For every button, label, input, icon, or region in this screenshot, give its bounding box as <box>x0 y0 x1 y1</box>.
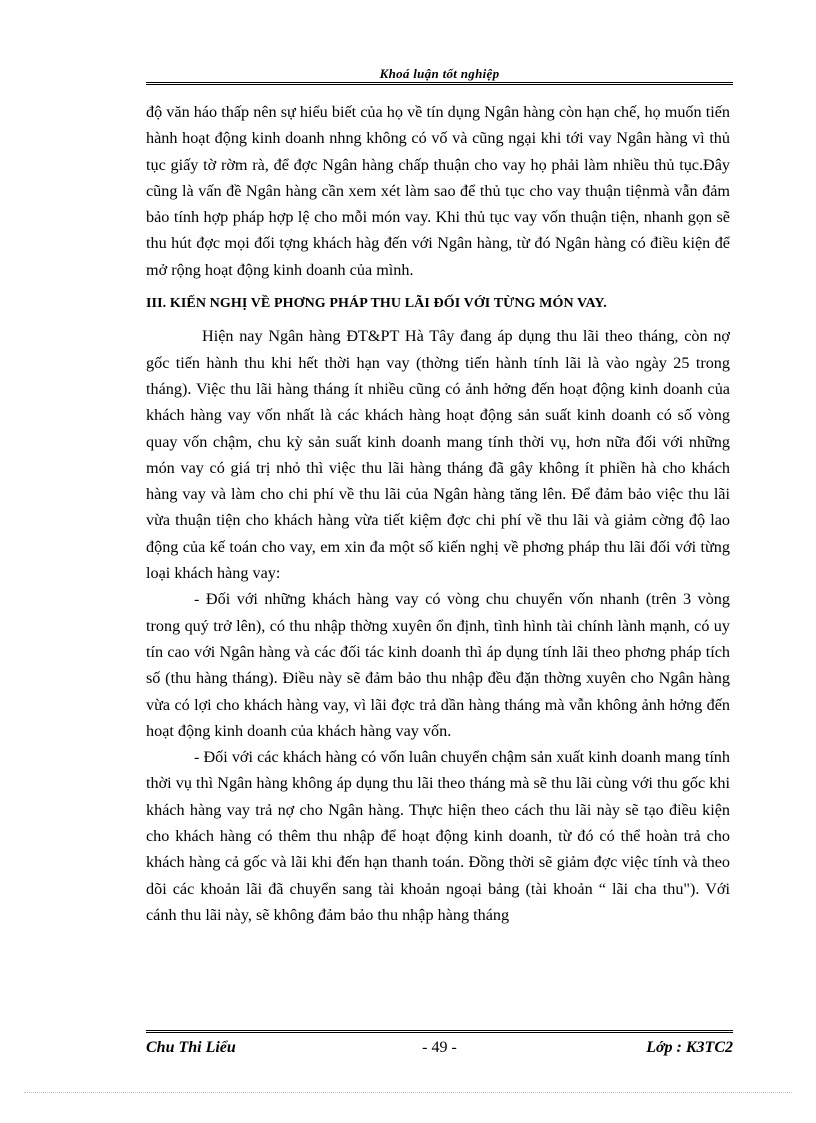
footer-divider <box>146 1030 733 1033</box>
footer-author: Chu Thi Liểu <box>146 1039 236 1056</box>
list-paragraph: - Đối với những khách hàng vay có vòng chu chuyển vốn nhanh (trên 3 vòng trong quý trở lên), có thu nhập thờng xuyên ổn định, tình hình tài chính lành mạnh, có uy tín cao với Ngân hàng và các đối tác kinh doanh thì áp dụng tính lãi theo phơng pháp tích số (thu hàng tháng). Điều này sẽ đảm bảo thu nhập đều đặn thờng xuyên cho Ngân hàng vừa có lợi cho khách hàng vay, vì lãi đợc trả dần hàng tháng mà vẫn không ảnh hởng đến hoạt động kinh doanh của khách hàng vay vốn. <box>146 590 730 740</box>
list-paragraph: - Đối với các khách hàng có vốn luân chuyển chậm sản xuất kinh doanh mang tính thời vụ thì Ngân hàng không áp dụng thu lãi theo tháng mà sẽ thu lãi cùng với thu gốc khi khách hàng vay trả nợ cho Ngân hàng. Thực hiện theo cách thu lãi này sẽ tạo điều kiện cho khách hàng có thêm thu nhập để hoạt động kinh doanh, từ đó có thể hoàn trả cho khách hàng cả gốc và lãi khi đến hạn thanh toán. Đồng thời sẽ giảm đợc việc tính và theo dõi các khoản lãi đã chuyển sang tài khoản ngoại bảng (tài khoản “ lãi cha thu"). Với cánh thu lãi này, sẽ không đảm bảo thu nhập hàng tháng <box>146 748 730 924</box>
section-heading: III. KIẾN NGHỊ VỀ PHƠNG PHÁP THU LÃI ĐỐI VỚI TỪNG MÓN VAY. <box>146 296 607 312</box>
footer-class-label: Lớp : K3TC2 <box>646 1039 733 1056</box>
header-divider <box>146 82 733 85</box>
page-footer <box>146 1039 733 1061</box>
page-header-title: Khoá luận tốt nghiệp <box>379 66 500 81</box>
body-paragraph: Hiện nay Ngân hàng ĐT&PT Hà Tây đang áp dụng thu lãi theo tháng, còn nợ gốc tiến hành thu khi hết thời hạn vay (thờng tiến hành tính lãi là vào ngày 25 trong tháng). Việc thu lãi hàng tháng ít nhiều cũng có ảnh hởng đến hoạt động kinh doanh của khách hàng vay vốn nhất là các khách hàng hoạt động sản suất kinh doanh có số vòng quay vốn chậm, chu kỳ sản suất kinh doanh mang tính thời vụ, hơn nữa đối với những món vay có giá trị nhỏ thì việc thu lãi hàng tháng đã gây không ít phiền hà cho khách hàng vay và làm cho chi phí về thu lãi của Ngân hàng tăng lên. Để đảm bảo việc thu lãi vừa thuận tiện cho khách hàng vừa tiết kiệm đợc chi phí về thu lãi và giảm cờng độ lao động của kế toán cho vay, em xin đa một số kiến nghị về phơng pháp thu lãi đối với từng loại khách hàng vay: <box>146 327 730 583</box>
body-paragraph: độ văn háo thấp nên sự hiểu biết của họ về tín dụng Ngân hàng còn hạn chế, họ muốn tiến hành hoạt động kinh doanh nhng không có vố và cũng ngại khi tới vay Ngân hàng vì thủ tục giấy tờ rờm rà, để đợc Ngân hàng chấp thuận cho vay họ phải làm nhiều thủ tục.Đây cũng là vấn đề Ngân hàng cần xem xét làm sao để thủ tục cho vay thuận tiệnmà vẫn đảm bảo tính hợp pháp hợp lệ cho mỗi món vay. Khi thủ tục vay vốn thuận tiện, nhanh gọn sẽ thu hút đợc mọi đối tợng khách hàg đến với Ngân hàng, từ đó Ngân hàng có điều kiện để mở rộng hoạt động kinh doanh của mình. <box>146 103 730 279</box>
document-body <box>146 99 730 928</box>
footer-page-number: - 49 - <box>422 1039 457 1056</box>
page-bottom-border <box>24 1092 792 1093</box>
